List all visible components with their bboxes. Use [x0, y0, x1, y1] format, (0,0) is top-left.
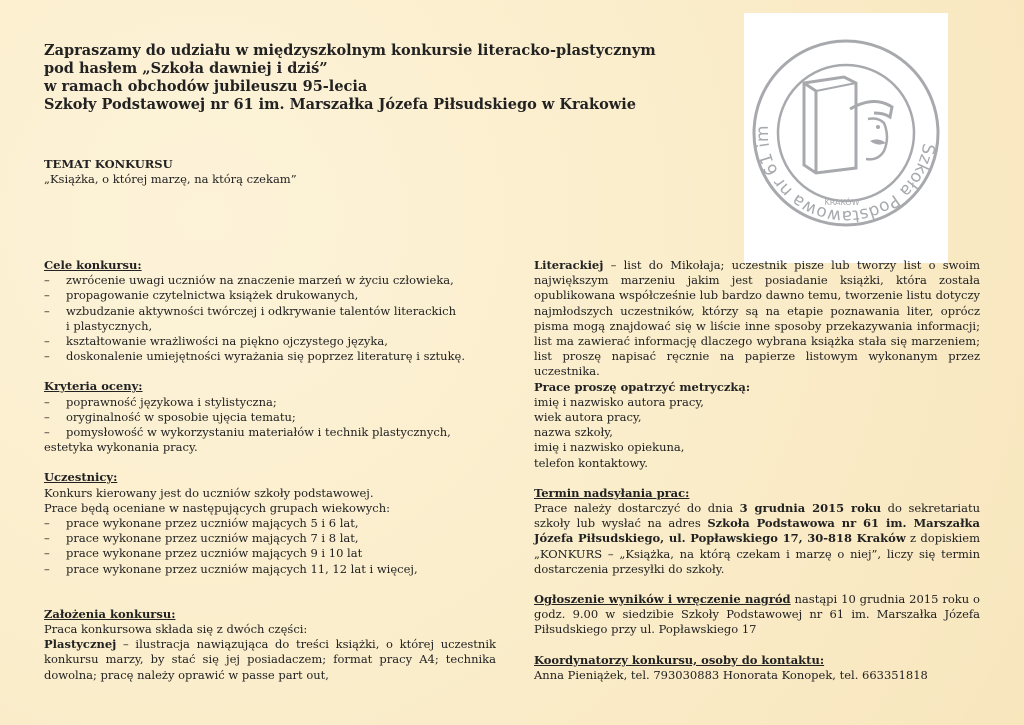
- theme-title: TEMAT KONKURSU: [44, 157, 173, 171]
- plastic-part: Plastycznej – ilustracja nawiązująca do treści książki, o której uczestnik konkursu marzy, by stać się jej posiadaczem; format pracy A4; technika dowolna; pracę należy oprawić w passe part out,: [44, 637, 496, 682]
- goals-title: Cele konkursu:: [44, 258, 142, 272]
- criteria-continuation: estetyka wykonania pracy.: [44, 440, 198, 455]
- right-column: [534, 258, 980, 683]
- header-line-1: Zapraszamy do udziału w międzyszkolnym konkursie literacko-plastycznym: [44, 42, 656, 59]
- participants-line-1: Konkurs kierowany jest do uczniów szkoły podstawowej.: [44, 485, 374, 500]
- list-item: – prace wykonane przez uczniów mających 5 i 6 lat,: [44, 516, 359, 531]
- svg-text:Szkoła Podstawowa nr 61 im. Ma: [744, 13, 938, 226]
- assumptions-title: Założenia konkursu:: [44, 606, 176, 621]
- list-item: – wzbudzanie aktywności twórczej i odkrywanie talentów literackich: [44, 303, 457, 318]
- list-item: – poprawność językowa i stylistyczna;: [44, 394, 277, 409]
- coordinators-title: Koordynatorzy konkursu, osoby do kontaktu:: [534, 652, 825, 667]
- contest-theme: [44, 157, 297, 187]
- theme-text: „Książka, o której marzę, na którą czekam”: [44, 172, 297, 186]
- list-item: wiek autora pracy,: [534, 410, 642, 425]
- list-item: nazwa szkoły,: [534, 425, 613, 440]
- list-item: – oryginalność w sposobie ujęcia tematu;: [44, 409, 296, 424]
- results-text: Ogłoszenie wyników i wręczenie nagród nastąpi 10 grudnia 2015 roku o godz. 9.00 w siedzibie Szkoły Podstawowej nr 61 im. Marszałka Józefa Piłsudskiego przy ul. Popławskiego 17: [534, 592, 980, 637]
- literary-part: Literackiej – list do Mikołaja; uczestnik pisze lub tworzy list o swoim największym marzeniu jakim jest posiadanie książki, która została opublikowana współcześnie lub bardzo dawno temu, tworzenie listu dotyczy najmłodszych uczestników, którzy są na etapie poznawania liter, oprócz pisma mogą znajdować się w liście inne sposoby przekazywania informacji; list ma zawierać informację dlaczego wybrana książka stała się marzeniem; list proszę napisać ręcznie na papierze listowym wykonanym przez uczestnika.: [534, 258, 980, 379]
- school-seal-icon: [744, 13, 948, 263]
- seal-ring-text: Szkoła Podstawowa nr 61 im: [752, 125, 939, 227]
- list-item: imię i nazwisko opiekuna,: [534, 440, 685, 455]
- participants-line-2: Prace będą oceniane w następujących grupach wiekowych:: [44, 500, 390, 515]
- list-item: – prace wykonane przez uczniów mających 11, 12 lat i więcej,: [44, 561, 418, 576]
- announcement-header: [44, 42, 704, 114]
- header-line-2: pod hasłem „Szkoła dawniej i dziś”: [44, 60, 328, 77]
- list-item: – doskonalenie umiejętności wyrażania się poprzez literaturę i sztukę.: [44, 349, 466, 364]
- deadline-title: Termin nadsyłania prac:: [534, 485, 690, 500]
- list-item: – propagowanie czytelnictwa książek drukowanych,: [44, 288, 359, 303]
- participants-title: Uczestnicy:: [44, 470, 118, 485]
- school-logo: [744, 13, 948, 263]
- criteria-title: Kryteria oceny:: [44, 379, 143, 394]
- assumptions-line-1: Praca konkursowa składa się z dwóch części:: [44, 622, 308, 637]
- seal-city: KRAKÓW: [824, 198, 860, 207]
- list-item-continuation: i plastycznych,: [66, 318, 153, 333]
- list-item: – zwrócenie uwagi uczniów na znaczenie marzeń w życiu człowieka,: [44, 273, 454, 288]
- deadline-text: Prace należy dostarczyć do dnia 3 grudnia 2015 roku do sekretariatu szkoły lub wysłać na adres Szkoła Podstawowa nr 61 im. Marszałka Józefa Piłsudskiego, ul. Popławskiego 17, 30-818 Kraków z dopiskiem „KONKURS – „Książka, na którą czekam i marzę o niej”, liczy się termin dostarczenia przesyłki do szkoły.: [534, 501, 981, 576]
- list-item: – prace wykonane przez uczniów mających 9 i 10 lat: [44, 546, 363, 561]
- metric-title: Prace proszę opatrzyć metryczką:: [534, 379, 751, 394]
- list-item: imię i nazwisko autora pracy,: [534, 394, 704, 409]
- list-item: – pomysłowość w wykorzystaniu materiałów i technik plastycznych,: [44, 425, 451, 440]
- header-line-4: Szkoły Podstawowej nr 61 im. Marszałka Józefa Piłsudskiego w Krakowie: [44, 96, 636, 113]
- coordinators-text: Anna Pieniążek, tel. 793030883 Honorata Konopek, tel. 663351818: [534, 667, 928, 682]
- list-item: telefon kontaktowy.: [534, 455, 648, 470]
- header-line-3: w ramach obchodów jubileuszu 95-lecia: [44, 78, 368, 95]
- list-item: – prace wykonane przez uczniów mających 7 i 8 lat,: [44, 531, 359, 546]
- left-column: [44, 258, 496, 683]
- list-item: – kształtowanie wrażliwości na piękno ojczystego języka,: [44, 334, 388, 349]
